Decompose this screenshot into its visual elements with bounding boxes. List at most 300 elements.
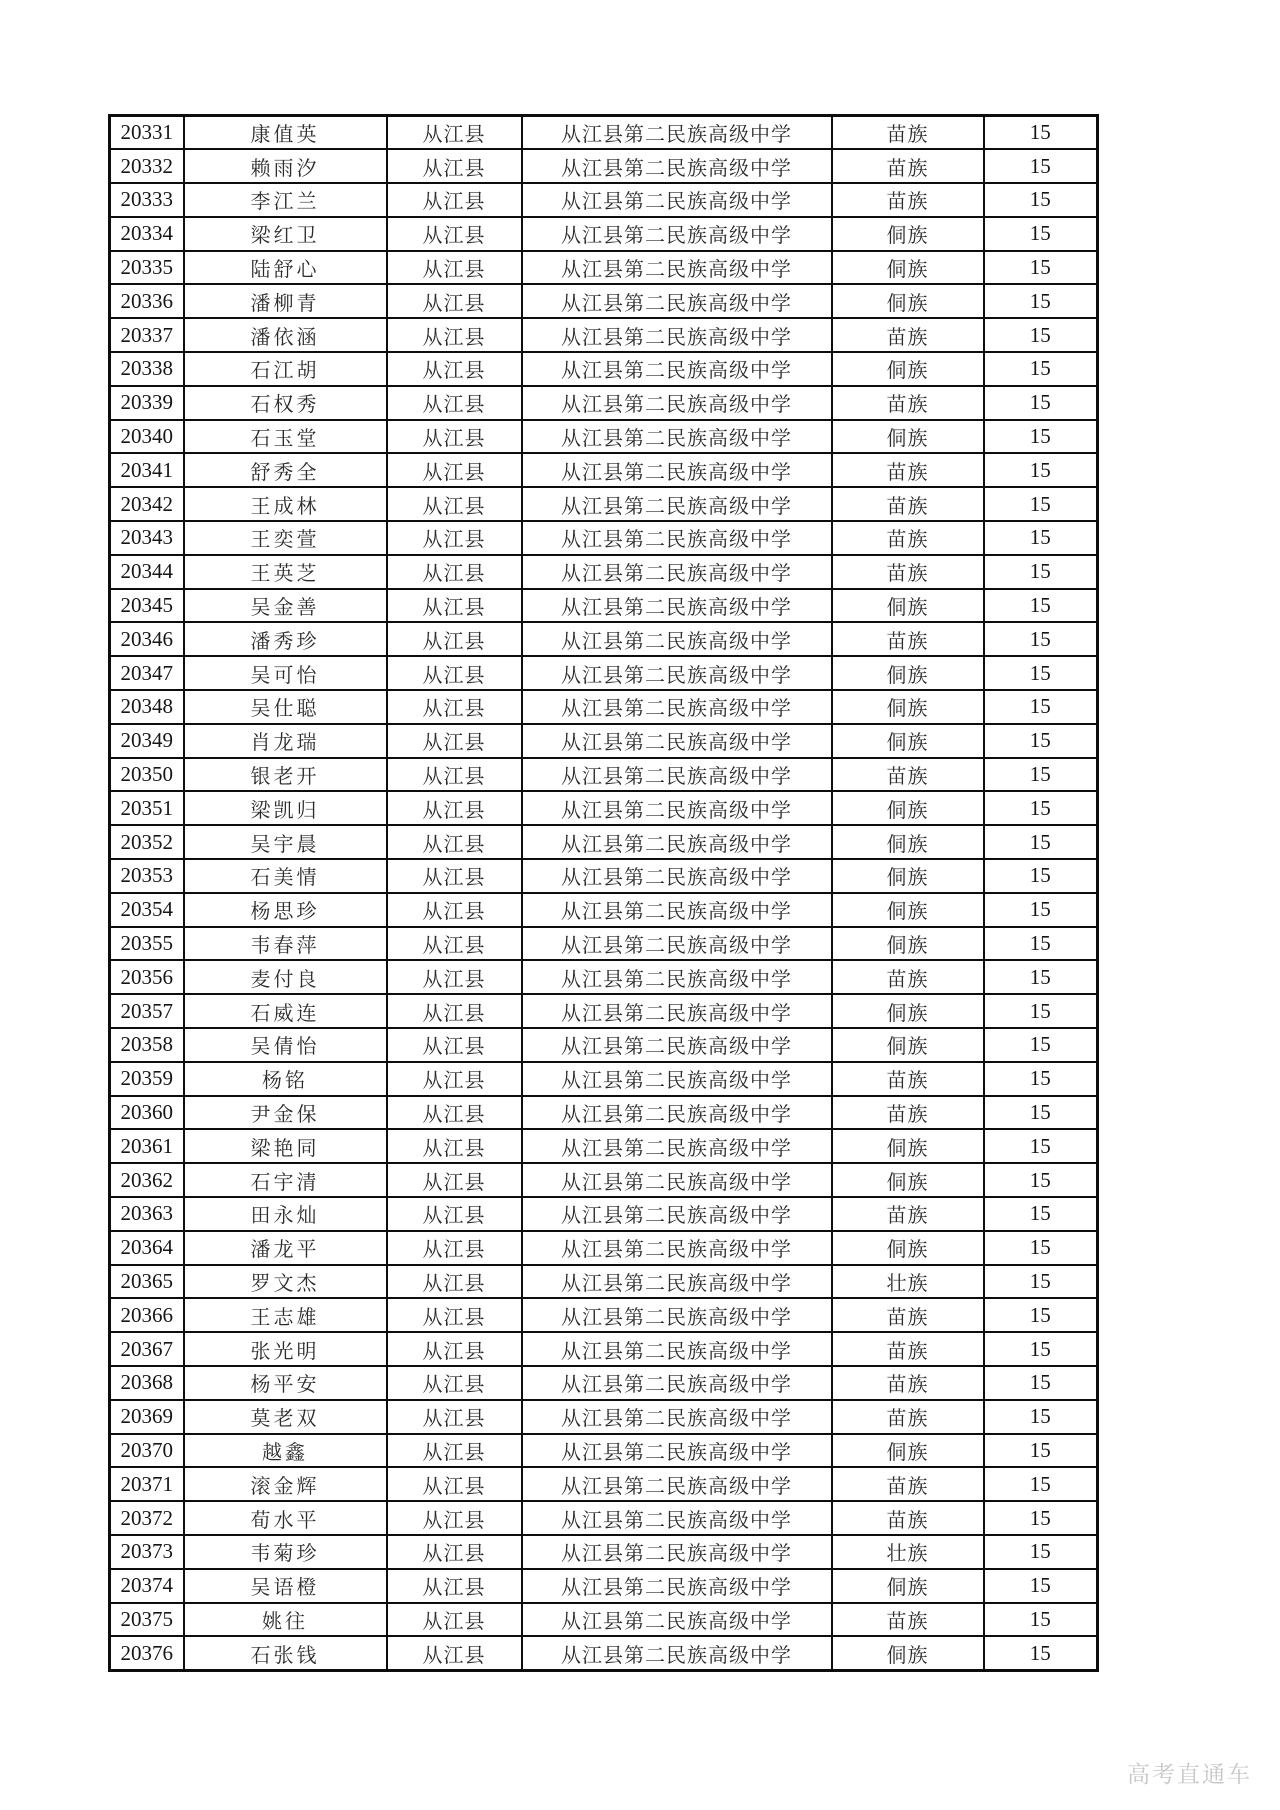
cell-county: 从江县: [387, 1129, 522, 1163]
cell-school: 从江县第二民族高级中学: [522, 1535, 832, 1569]
table-row: [110, 589, 1098, 623]
cell-id: 20371: [110, 1467, 184, 1501]
cell-name: 罗文杰: [184, 1265, 387, 1299]
cell-id: 20361: [110, 1129, 184, 1163]
cell-county: 从江县: [387, 1501, 522, 1535]
cell-count: 15: [984, 251, 1098, 285]
cell-school: 从江县第二民族高级中学: [522, 284, 832, 318]
table-row: [110, 859, 1098, 893]
cell-county: 从江县: [387, 1163, 522, 1197]
cell-name: 莫老双: [184, 1400, 387, 1434]
table-row: [110, 1028, 1098, 1062]
cell-name: 潘柳青: [184, 284, 387, 318]
student-roster-table: [108, 114, 1099, 1672]
cell-count: 15: [984, 1366, 1098, 1400]
cell-ethnicity: 侗族: [832, 791, 984, 825]
cell-count: 15: [984, 1096, 1098, 1130]
cell-school: 从江县第二民族高级中学: [522, 420, 832, 454]
cell-school: 从江县第二民族高级中学: [522, 1129, 832, 1163]
cell-ethnicity: 侗族: [832, 1569, 984, 1603]
cell-county: 从江县: [387, 1467, 522, 1501]
cell-ethnicity: 侗族: [832, 825, 984, 859]
cell-school: 从江县第二民族高级中学: [522, 352, 832, 386]
cell-ethnicity: 苗族: [832, 1096, 984, 1130]
cell-name: 赖雨汐: [184, 149, 387, 183]
cell-ethnicity: 苗族: [832, 622, 984, 656]
cell-school: 从江县第二民族高级中学: [522, 1332, 832, 1366]
cell-count: 15: [984, 791, 1098, 825]
cell-count: 15: [984, 284, 1098, 318]
table-row: [110, 1603, 1098, 1637]
cell-ethnicity: 侗族: [832, 251, 984, 285]
cell-count: 15: [984, 1603, 1098, 1637]
cell-id: 20374: [110, 1569, 184, 1603]
cell-county: 从江县: [387, 352, 522, 386]
cell-school: 从江县第二民族高级中学: [522, 656, 832, 690]
cell-count: 15: [984, 690, 1098, 724]
cell-name: 康值英: [184, 116, 387, 150]
cell-school: 从江县第二民族高级中学: [522, 487, 832, 521]
cell-ethnicity: 苗族: [832, 758, 984, 792]
cell-count: 15: [984, 183, 1098, 217]
cell-count: 15: [984, 1467, 1098, 1501]
cell-ethnicity: 苗族: [832, 1400, 984, 1434]
cell-name: 姚往: [184, 1603, 387, 1637]
cell-count: 15: [984, 116, 1098, 150]
cell-ethnicity: 苗族: [832, 386, 984, 420]
cell-county: 从江县: [387, 1535, 522, 1569]
cell-school: 从江县第二民族高级中学: [522, 217, 832, 251]
cell-id: 20337: [110, 318, 184, 352]
cell-id: 20350: [110, 758, 184, 792]
cell-count: 15: [984, 1028, 1098, 1062]
cell-count: 15: [984, 758, 1098, 792]
table-row: [110, 1366, 1098, 1400]
cell-count: 15: [984, 1163, 1098, 1197]
cell-ethnicity: 侗族: [832, 656, 984, 690]
table-row: [110, 1434, 1098, 1468]
cell-id: 20355: [110, 927, 184, 961]
cell-county: 从江县: [387, 555, 522, 589]
cell-county: 从江县: [387, 927, 522, 961]
cell-name: 张光明: [184, 1332, 387, 1366]
cell-count: 15: [984, 1501, 1098, 1535]
cell-ethnicity: 壮族: [832, 1265, 984, 1299]
cell-name: 吴金善: [184, 589, 387, 623]
table-row: [110, 284, 1098, 318]
cell-name: 王志雄: [184, 1298, 387, 1332]
cell-county: 从江县: [387, 791, 522, 825]
cell-ethnicity: 苗族: [832, 149, 984, 183]
cell-county: 从江县: [387, 217, 522, 251]
table-row: [110, 960, 1098, 994]
cell-count: 15: [984, 386, 1098, 420]
cell-id: 20333: [110, 183, 184, 217]
cell-count: 15: [984, 453, 1098, 487]
cell-ethnicity: 侗族: [832, 1028, 984, 1062]
table-row: [110, 690, 1098, 724]
cell-school: 从江县第二民族高级中学: [522, 825, 832, 859]
cell-count: 15: [984, 1265, 1098, 1299]
cell-count: 15: [984, 1298, 1098, 1332]
cell-ethnicity: 苗族: [832, 555, 984, 589]
cell-id: 20348: [110, 690, 184, 724]
cell-ethnicity: 侗族: [832, 1434, 984, 1468]
cell-id: 20360: [110, 1096, 184, 1130]
cell-county: 从江县: [387, 589, 522, 623]
table-row: [110, 791, 1098, 825]
cell-id: 20332: [110, 149, 184, 183]
cell-count: 15: [984, 217, 1098, 251]
cell-ethnicity: 侗族: [832, 1231, 984, 1265]
cell-school: 从江县第二民族高级中学: [522, 1501, 832, 1535]
table-row: [110, 1535, 1098, 1569]
cell-count: 15: [984, 1062, 1098, 1096]
cell-id: 20369: [110, 1400, 184, 1434]
cell-name: 田永灿: [184, 1197, 387, 1231]
cell-id: 20344: [110, 555, 184, 589]
cell-id: 20343: [110, 521, 184, 555]
cell-name: 潘龙平: [184, 1231, 387, 1265]
cell-id: 20357: [110, 994, 184, 1028]
cell-id: 20342: [110, 487, 184, 521]
cell-count: 15: [984, 994, 1098, 1028]
cell-school: 从江县第二民族高级中学: [522, 791, 832, 825]
cell-count: 15: [984, 487, 1098, 521]
cell-name: 王成林: [184, 487, 387, 521]
table-row: [110, 1400, 1098, 1434]
cell-school: 从江县第二民族高级中学: [522, 1298, 832, 1332]
cell-school: 从江县第二民族高级中学: [522, 521, 832, 555]
cell-name: 李江兰: [184, 183, 387, 217]
cell-ethnicity: 侗族: [832, 420, 984, 454]
cell-name: 越鑫: [184, 1434, 387, 1468]
cell-county: 从江县: [387, 1400, 522, 1434]
table-row: [110, 724, 1098, 758]
cell-name: 吴宇晨: [184, 825, 387, 859]
cell-school: 从江县第二民族高级中学: [522, 758, 832, 792]
cell-school: 从江县第二民族高级中学: [522, 1062, 832, 1096]
cell-name: 梁凯归: [184, 791, 387, 825]
cell-name: 滚金辉: [184, 1467, 387, 1501]
cell-id: 20352: [110, 825, 184, 859]
table-row: [110, 1467, 1098, 1501]
table-row: [110, 622, 1098, 656]
cell-ethnicity: 苗族: [832, 1332, 984, 1366]
cell-county: 从江县: [387, 758, 522, 792]
cell-county: 从江县: [387, 420, 522, 454]
cell-ethnicity: 侗族: [832, 994, 984, 1028]
cell-id: 20340: [110, 420, 184, 454]
cell-ethnicity: 侗族: [832, 927, 984, 961]
cell-id: 20341: [110, 453, 184, 487]
cell-school: 从江县第二民族高级中学: [522, 183, 832, 217]
cell-ethnicity: 侗族: [832, 893, 984, 927]
table-row: [110, 825, 1098, 859]
cell-id: 20372: [110, 1501, 184, 1535]
cell-ethnicity: 壮族: [832, 1535, 984, 1569]
cell-count: 15: [984, 960, 1098, 994]
cell-school: 从江县第二民族高级中学: [522, 251, 832, 285]
table-row: [110, 1265, 1098, 1299]
cell-county: 从江县: [387, 724, 522, 758]
cell-count: 15: [984, 724, 1098, 758]
cell-school: 从江县第二民族高级中学: [522, 893, 832, 927]
cell-school: 从江县第二民族高级中学: [522, 859, 832, 893]
cell-count: 15: [984, 420, 1098, 454]
cell-school: 从江县第二民族高级中学: [522, 453, 832, 487]
cell-school: 从江县第二民族高级中学: [522, 1467, 832, 1501]
table-row: [110, 758, 1098, 792]
cell-name: 尹金保: [184, 1096, 387, 1130]
cell-count: 15: [984, 589, 1098, 623]
cell-count: 15: [984, 149, 1098, 183]
cell-county: 从江县: [387, 1096, 522, 1130]
cell-ethnicity: 侗族: [832, 724, 984, 758]
cell-county: 从江县: [387, 960, 522, 994]
cell-ethnicity: 侗族: [832, 1636, 984, 1670]
cell-county: 从江县: [387, 1028, 522, 1062]
cell-county: 从江县: [387, 1569, 522, 1603]
table-row: [110, 521, 1098, 555]
cell-county: 从江县: [387, 1366, 522, 1400]
cell-name: 潘秀珍: [184, 622, 387, 656]
cell-name: 杨平安: [184, 1366, 387, 1400]
cell-county: 从江县: [387, 521, 522, 555]
table-row: [110, 893, 1098, 927]
cell-count: 15: [984, 927, 1098, 961]
cell-id: 20336: [110, 284, 184, 318]
cell-ethnicity: 苗族: [832, 1501, 984, 1535]
table-row: [110, 1197, 1098, 1231]
cell-ethnicity: 苗族: [832, 116, 984, 150]
cell-school: 从江县第二民族高级中学: [522, 386, 832, 420]
cell-school: 从江县第二民族高级中学: [522, 1603, 832, 1637]
cell-count: 15: [984, 1129, 1098, 1163]
cell-school: 从江县第二民族高级中学: [522, 1028, 832, 1062]
cell-ethnicity: 苗族: [832, 521, 984, 555]
cell-name: 银老开: [184, 758, 387, 792]
cell-id: 20351: [110, 791, 184, 825]
cell-school: 从江县第二民族高级中学: [522, 1366, 832, 1400]
cell-id: 20349: [110, 724, 184, 758]
cell-county: 从江县: [387, 825, 522, 859]
table-row: [110, 1096, 1098, 1130]
cell-id: 20345: [110, 589, 184, 623]
cell-school: 从江县第二民族高级中学: [522, 1265, 832, 1299]
table-row: [110, 1636, 1098, 1670]
cell-name: 吴仕聪: [184, 690, 387, 724]
cell-id: 20331: [110, 116, 184, 150]
cell-school: 从江县第二民族高级中学: [522, 1434, 832, 1468]
cell-ethnicity: 苗族: [832, 1298, 984, 1332]
cell-ethnicity: 苗族: [832, 318, 984, 352]
cell-ethnicity: 侗族: [832, 1163, 984, 1197]
table-row: [110, 116, 1098, 150]
watermark-text: 高考直通车: [1127, 1761, 1252, 1787]
cell-school: 从江县第二民族高级中学: [522, 1569, 832, 1603]
cell-id: 20375: [110, 1603, 184, 1637]
cell-school: 从江县第二民族高级中学: [522, 318, 832, 352]
cell-name: 王奕萱: [184, 521, 387, 555]
cell-ethnicity: 苗族: [832, 487, 984, 521]
cell-count: 15: [984, 859, 1098, 893]
cell-county: 从江县: [387, 183, 522, 217]
table-row: [110, 555, 1098, 589]
cell-count: 15: [984, 1636, 1098, 1670]
cell-name: 吴可怡: [184, 656, 387, 690]
table-row: [110, 352, 1098, 386]
cell-school: 从江县第二民族高级中学: [522, 960, 832, 994]
cell-id: 20338: [110, 352, 184, 386]
cell-count: 15: [984, 521, 1098, 555]
table-row: [110, 318, 1098, 352]
cell-county: 从江县: [387, 994, 522, 1028]
cell-count: 15: [984, 1535, 1098, 1569]
table-row: [110, 994, 1098, 1028]
cell-ethnicity: 侗族: [832, 217, 984, 251]
cell-ethnicity: 苗族: [832, 183, 984, 217]
cell-id: 20335: [110, 251, 184, 285]
cell-county: 从江县: [387, 284, 522, 318]
table-row: [110, 149, 1098, 183]
cell-county: 从江县: [387, 1603, 522, 1637]
cell-school: 从江县第二民族高级中学: [522, 927, 832, 961]
cell-ethnicity: 侗族: [832, 1129, 984, 1163]
table-row: [110, 1501, 1098, 1535]
cell-county: 从江县: [387, 318, 522, 352]
cell-school: 从江县第二民族高级中学: [522, 1636, 832, 1670]
cell-name: 梁艳同: [184, 1129, 387, 1163]
cell-school: 从江县第二民族高级中学: [522, 116, 832, 150]
cell-id: 20356: [110, 960, 184, 994]
cell-school: 从江县第二民族高级中学: [522, 1400, 832, 1434]
cell-county: 从江县: [387, 487, 522, 521]
cell-ethnicity: 苗族: [832, 1197, 984, 1231]
cell-name: 麦付良: [184, 960, 387, 994]
cell-name: 杨铭: [184, 1062, 387, 1096]
cell-id: 20373: [110, 1535, 184, 1569]
cell-count: 15: [984, 1569, 1098, 1603]
cell-county: 从江县: [387, 690, 522, 724]
table-row: [110, 217, 1098, 251]
cell-count: 15: [984, 1231, 1098, 1265]
cell-count: 15: [984, 555, 1098, 589]
cell-count: 15: [984, 318, 1098, 352]
cell-name: 石宇清: [184, 1163, 387, 1197]
cell-school: 从江县第二民族高级中学: [522, 690, 832, 724]
cell-name: 韦春萍: [184, 927, 387, 961]
cell-ethnicity: 苗族: [832, 453, 984, 487]
cell-county: 从江县: [387, 1298, 522, 1332]
cell-county: 从江县: [387, 893, 522, 927]
cell-name: 石江胡: [184, 352, 387, 386]
cell-school: 从江县第二民族高级中学: [522, 994, 832, 1028]
table-row: [110, 1163, 1098, 1197]
cell-count: 15: [984, 893, 1098, 927]
table-row: [110, 386, 1098, 420]
cell-county: 从江县: [387, 116, 522, 150]
cell-ethnicity: 侗族: [832, 284, 984, 318]
cell-id: 20359: [110, 1062, 184, 1096]
cell-county: 从江县: [387, 149, 522, 183]
cell-county: 从江县: [387, 622, 522, 656]
cell-ethnicity: 苗族: [832, 1467, 984, 1501]
cell-name: 吴倩怡: [184, 1028, 387, 1062]
cell-school: 从江县第二民族高级中学: [522, 149, 832, 183]
cell-id: 20365: [110, 1265, 184, 1299]
cell-ethnicity: 苗族: [832, 1603, 984, 1637]
cell-name: 潘依涵: [184, 318, 387, 352]
table-row: [110, 656, 1098, 690]
cell-name: 吴语橙: [184, 1569, 387, 1603]
table-row: [110, 183, 1098, 217]
cell-name: 肖龙瑞: [184, 724, 387, 758]
cell-id: 20368: [110, 1366, 184, 1400]
cell-ethnicity: 侗族: [832, 690, 984, 724]
cell-id: 20363: [110, 1197, 184, 1231]
cell-name: 石权秀: [184, 386, 387, 420]
cell-id: 20366: [110, 1298, 184, 1332]
cell-id: 20376: [110, 1636, 184, 1670]
cell-id: 20370: [110, 1434, 184, 1468]
table-row: [110, 1062, 1098, 1096]
cell-count: 15: [984, 622, 1098, 656]
cell-id: 20354: [110, 893, 184, 927]
cell-name: 石美情: [184, 859, 387, 893]
cell-name: 杨思珍: [184, 893, 387, 927]
cell-school: 从江县第二民族高级中学: [522, 589, 832, 623]
cell-id: 20353: [110, 859, 184, 893]
cell-county: 从江县: [387, 1434, 522, 1468]
cell-name: 荀水平: [184, 1501, 387, 1535]
cell-id: 20364: [110, 1231, 184, 1265]
cell-county: 从江县: [387, 1332, 522, 1366]
cell-county: 从江县: [387, 859, 522, 893]
cell-count: 15: [984, 1332, 1098, 1366]
cell-school: 从江县第二民族高级中学: [522, 1163, 832, 1197]
table-row: [110, 487, 1098, 521]
table-row: [110, 1569, 1098, 1603]
cell-name: 韦菊珍: [184, 1535, 387, 1569]
cell-name: 石张钱: [184, 1636, 387, 1670]
cell-school: 从江县第二民族高级中学: [522, 724, 832, 758]
table-row: [110, 1298, 1098, 1332]
cell-county: 从江县: [387, 1231, 522, 1265]
cell-count: 15: [984, 1197, 1098, 1231]
table-row: [110, 1129, 1098, 1163]
cell-name: 王英芝: [184, 555, 387, 589]
cell-county: 从江县: [387, 656, 522, 690]
cell-count: 15: [984, 656, 1098, 690]
cell-school: 从江县第二民族高级中学: [522, 555, 832, 589]
cell-count: 15: [984, 825, 1098, 859]
cell-name: 陆舒心: [184, 251, 387, 285]
cell-school: 从江县第二民族高级中学: [522, 622, 832, 656]
cell-county: 从江县: [387, 1265, 522, 1299]
cell-ethnicity: 苗族: [832, 1366, 984, 1400]
cell-county: 从江县: [387, 1197, 522, 1231]
cell-id: 20339: [110, 386, 184, 420]
cell-county: 从江县: [387, 453, 522, 487]
cell-county: 从江县: [387, 1636, 522, 1670]
cell-county: 从江县: [387, 251, 522, 285]
table-row: [110, 453, 1098, 487]
table-row: [110, 927, 1098, 961]
cell-name: 梁红卫: [184, 217, 387, 251]
cell-ethnicity: 侗族: [832, 352, 984, 386]
cell-id: 20347: [110, 656, 184, 690]
